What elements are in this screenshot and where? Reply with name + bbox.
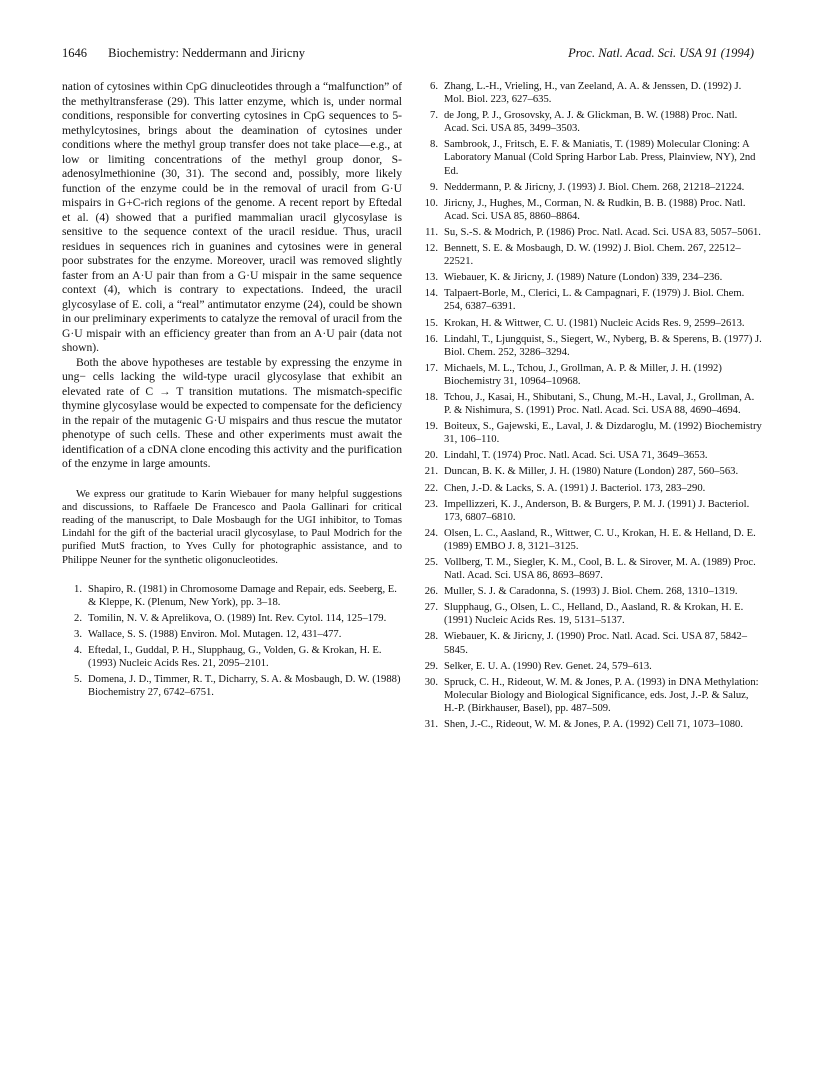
body-paragraph: Both the above hypotheses are testable by expressing the enzyme in ung− cells lacking the wild-type uracil glycosylase that exhibit an elevated rate of C → T transition mutations. The mismatch-specific thymine glycosylase would be expected to compensate for the deficiency in the repair of the mutagenic G·U mispairs and thus rescue the mutator phenotype of such cells. These and other experiments must await the identification of a cDNA clone encoding this activity and the purification of the enzyme in large amounts.	[62, 355, 402, 470]
reference-number: 31.	[424, 719, 438, 731]
reference-number: 29.	[424, 660, 438, 672]
reference-number: 24.	[424, 527, 438, 539]
reference-item	[418, 362, 764, 388]
reference-text: Shapiro, R. (1981) in Chromosome Damage and Repair, eds. Seeberg, E. & Kleppe, K. (Plenum, New York), pp. 3–18.	[88, 583, 397, 608]
reference-number: 16.	[424, 333, 438, 345]
reference-number: 22.	[424, 482, 438, 494]
running-title: Biochemistry: Neddermann and Jiricny	[108, 46, 305, 60]
reference-number: 6.	[430, 81, 438, 92]
reference-item	[418, 449, 764, 462]
reference-number: 10.	[424, 197, 438, 209]
reference-item	[418, 556, 764, 582]
reference-text: Lindahl, T. (1974) Proc. Natl. Acad. Sci. USA 71, 3649–3653.	[444, 450, 708, 462]
reference-text: Sambrook, J., Fritsch, E. F. & Maniatis, T. (1989) Molecular Cloning: A Laboratory Manual (Cold Spring Harbor Lab. Press, Plainview, NY), 2nd Ed.	[444, 139, 756, 177]
reference-text: de Jong, P. J., Grosovsky, A. J. & Glickman, B. W. (1988) Proc. Natl. Acad. Sci. USA 85, 3499–3503.	[444, 110, 738, 135]
reference-text: Lindahl, T., Ljungquist, S., Siegert, W., Nyberg, B. & Sperens, B. (1977) J. Biol. Chem. 252, 3286–3294.	[444, 333, 762, 358]
reference-text: Olsen, L. C., Aasland, R., Wittwer, C. U., Krokan, H. E. & Helland, D. E. (1989) EMBO J. 8, 3121–3125.	[444, 527, 756, 552]
reference-number: 14.	[424, 288, 438, 300]
reference-item	[418, 333, 764, 359]
reference-item	[62, 628, 402, 641]
reference-item	[418, 226, 764, 239]
reference-text: Impellizzeri, K. J., Anderson, B. & Burgers, P. M. J. (1991) J. Bacteriol. 173, 6807–6810.	[444, 498, 750, 523]
reference-number: 12.	[424, 243, 438, 255]
reference-item	[418, 718, 764, 731]
reference-text: Wallace, S. S. (1988) Environ. Mol. Mutagen. 12, 431–477.	[88, 629, 342, 640]
reference-item	[418, 482, 764, 495]
reference-item	[418, 317, 764, 330]
reference-item	[418, 420, 764, 446]
reference-text: Su, S.-S. & Modrich, P. (1986) Proc. Natl. Acad. Sci. USA 83, 5057–5061.	[444, 226, 761, 238]
reference-item	[418, 197, 764, 223]
reference-number: 7.	[430, 110, 438, 122]
header-left	[62, 46, 305, 61]
reference-item	[418, 138, 764, 177]
reference-number: 13.	[424, 272, 438, 284]
reference-item	[418, 80, 764, 106]
reference-item	[418, 391, 764, 417]
reference-text: Tomilin, N. V. & Aprelikova, O. (1989) Int. Rev. Cytol. 114, 125–179.	[88, 612, 387, 624]
reference-text: Shen, J.-C., Rideout, W. M. & Jones, P. A. (1992) Cell 71, 1073–1080.	[444, 719, 743, 731]
reference-text: Zhang, L.-H., Vrieling, H., van Zeeland, A. A. & Jenssen, D. (1992) J. Mol. Biol. 223, 627–635.	[444, 81, 742, 106]
body-paragraph: nation of cytosines within CpG dinucleotides through a “malfunction” of the methyltransferase (29). This latter enzyme, which is, under normal conditions, responsible for converting cytosines in CpG sequences to 5-methylcytosines, brings about the deamination of cytosines under conditions where the methyl group transfer does not take place—e.g., at low or limiting concentrations of the methyl group donor, S-adenosylmethionine (30, 31). The second and, possibly, more likely function of the enzyme could be in the removal of uracil from G·U mispairs in G+C-rich regions of the genome. A recent report by Eftedal et al. (4) showed that a purified mammalian uracil glycosylase is sensitive to the sequence context of the uracil residue. Thus, uracil residues in sequences rich in guanines and cytosines were in general poor substrates for the enzyme. Moreover, uracil was removed slightly faster from an A·U pair than from a G·U mispair in the same sequence context (4), which is contrary to expectations. Indeed, the uracil glycosylase of E. coli, a “real” antimutator enzyme (24), could be shown in our preliminary experiments to catalyze the removal of uracil from the G·U mispair with an efficiency greater than from an A·U pair (data not shown).	[62, 80, 402, 354]
right-column	[418, 80, 764, 734]
reference-text: Vollberg, T. M., Siegler, K. M., Cool, B. L. & Sirover, M. A. (1989) Proc. Natl. Acad. Sci. USA 86, 8693–8697.	[444, 557, 756, 582]
reference-number: 28.	[424, 631, 438, 643]
left-column	[62, 80, 402, 702]
reference-number: 20.	[424, 450, 438, 462]
acknowledgment: We express our gratitude to Karin Wiebauer for many helpful suggestions and discussions, to Raffaele De Francesco and Paola Gallinari for critical reading of the manuscript, to Dale Mosbaugh for the UGI inhibitor, to Tomas Lindahl for the gift of the bacterial uracil glycosylase, to Paul Modrich for the purified MutS fraction, to Yves Cully for photographic assistance, and to Philippe Neuner for the synthetic oligonucleotides.	[62, 488, 402, 566]
reference-text: Neddermann, P. & Jiricny, J. (1993) J. Biol. Chem. 268, 21218–21224.	[444, 181, 745, 193]
reference-number: 17.	[424, 362, 438, 374]
reference-number: 18.	[424, 391, 438, 403]
reference-text: Chen, J.-D. & Lacks, S. A. (1991) J. Bacteriol. 173, 283–290.	[444, 482, 706, 494]
reference-text: Boiteux, S., Gajewski, E., Laval, J. & Dizdaroglu, M. (1992) Biochemistry 31, 106–110.	[444, 421, 762, 446]
reference-item	[418, 585, 764, 598]
reference-number: 23.	[424, 498, 438, 510]
reference-number: 21.	[424, 466, 438, 478]
reference-text: Talpaert-Borle, M., Clerici, L. & Campagnari, F. (1979) J. Biol. Chem. 254, 6387–6391.	[444, 288, 745, 313]
reference-item	[418, 287, 764, 313]
reference-item	[418, 676, 764, 715]
reference-text: Michaels, M. L., Tchou, J., Grollman, A. P. & Miller, J. H. (1992) Biochemistry 31, 10964–10968.	[444, 362, 722, 387]
reference-text: Bennett, S. E. & Mosbaugh, D. W. (1992) J. Biol. Chem. 267, 22512–22521.	[444, 243, 741, 268]
reference-number: 5.	[74, 674, 82, 686]
reference-number: 9.	[430, 181, 438, 193]
reference-item	[418, 660, 764, 673]
reference-item	[62, 583, 402, 609]
reference-item	[418, 181, 764, 194]
reference-text: Slupphaug, G., Olsen, L. C., Helland, D., Aasland, R. & Krokan, H. E. (1991) Nucleic Acids Res. 19, 5131–5137.	[444, 602, 744, 627]
reference-text: Muller, S. J. & Caradonna, S. (1993) J. Biol. Chem. 268, 1310–1319.	[444, 586, 738, 598]
reference-item	[418, 109, 764, 135]
reference-item	[62, 673, 402, 699]
reference-text: Duncan, B. K. & Miller, J. H. (1980) Nature (London) 287, 560–563.	[444, 466, 739, 478]
page-header	[62, 46, 754, 64]
reference-number: 11.	[425, 226, 438, 238]
reference-number: 4.	[74, 645, 82, 657]
reference-number: 25.	[424, 557, 438, 568]
reference-item	[418, 601, 764, 627]
reference-item	[418, 630, 764, 656]
reference-text: Tchou, J., Kasai, H., Shibutani, S., Chung, M.-H., Laval, J., Grollman, A. P. & Nishimura, S. (1991) Proc. Natl. Acad. Sci. USA 88, 4690–4694.	[444, 391, 755, 417]
reference-item	[418, 242, 764, 268]
reference-item	[418, 527, 764, 553]
reference-number: 27.	[424, 602, 438, 614]
reference-text: Selker, E. U. A. (1990) Rev. Genet. 24, 579–613.	[444, 660, 652, 672]
reference-item	[418, 498, 764, 524]
reference-number: 26.	[424, 586, 438, 598]
reference-text: Wiebauer, K. & Jiricny, J. (1989) Nature (London) 339, 234–236.	[444, 272, 723, 284]
journal-citation: Proc. Natl. Acad. Sci. USA 91 (1994)	[568, 46, 754, 60]
reference-number: 3.	[74, 629, 82, 640]
reference-item	[62, 644, 402, 670]
reference-text: Krokan, H. & Wittwer, C. U. (1981) Nucleic Acids Res. 9, 2599–2613.	[444, 317, 745, 329]
reference-item	[418, 465, 764, 478]
reference-number: 1.	[74, 583, 82, 595]
reference-text: Wiebauer, K. & Jiricny, J. (1990) Proc. Natl. Acad. Sci. USA 87, 5842–5845.	[444, 631, 747, 656]
reference-text: Eftedal, I., Guddal, P. H., Slupphaug, G., Volden, G. & Krokan, H. E. (1993) Nucleic Acids Res. 21, 2095–2101.	[88, 645, 382, 670]
reference-text: Spruck, C. H., Rideout, W. M. & Jones, P. A. (1993) in DNA Methylation: Molecular Biology and Biological Significance, eds. Jost, J.-P. & Saluz, H.-P. (Birkhauser, Basel), pp. 487–509.	[444, 676, 759, 714]
reference-text: Domena, J. D., Timmer, R. T., Dicharry, S. A. & Mosbaugh, D. W. (1988) Biochemistry 27, 6742–6751.	[88, 674, 401, 699]
reference-number: 19.	[424, 421, 438, 433]
reference-number: 8.	[430, 139, 438, 151]
reference-number: 30.	[424, 676, 438, 688]
reference-number: 2.	[74, 612, 82, 624]
reference-text: Jiricny, J., Hughes, M., Corman, N. & Rudkin, B. B. (1988) Proc. Natl. Acad. Sci. USA 85, 8860–8864.	[444, 197, 746, 222]
reference-item	[62, 612, 402, 625]
reference-item	[418, 271, 764, 284]
reference-list-right	[418, 80, 764, 731]
reference-number: 15.	[424, 317, 438, 329]
page-number: 1646	[62, 46, 87, 60]
reference-list-left	[62, 583, 402, 700]
